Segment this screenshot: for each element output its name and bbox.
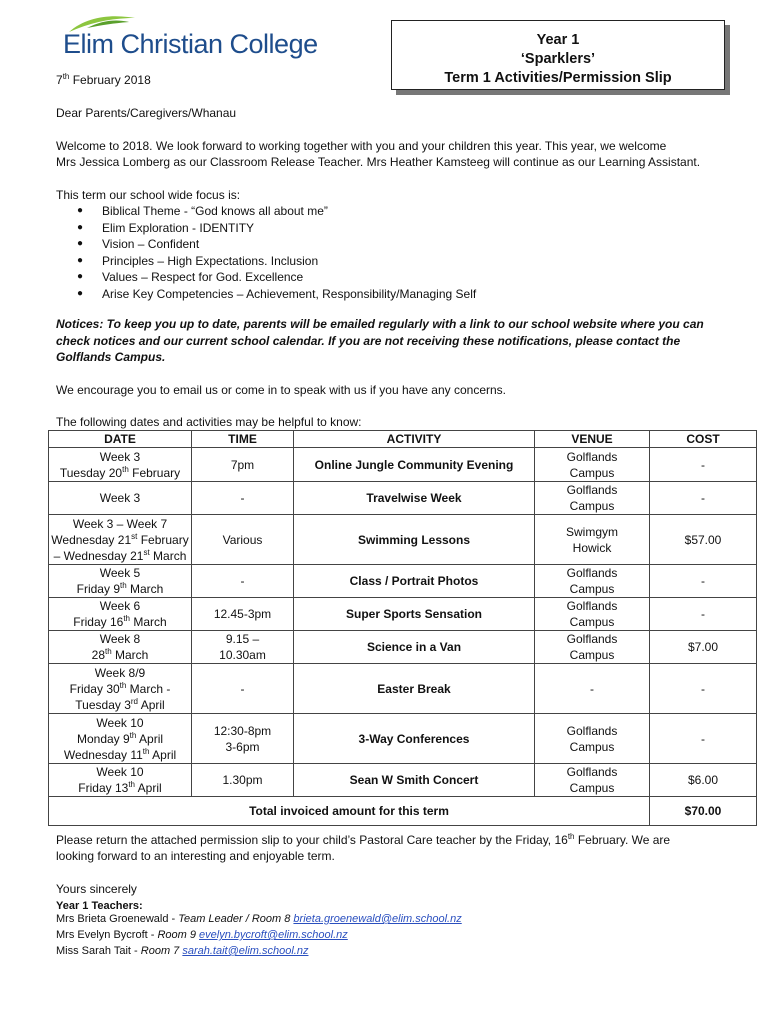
teacher-email-link[interactable]: brieta.groenewald@elim.school.nz: [293, 913, 462, 925]
title-line-2: ‘Sparklers’: [520, 51, 596, 67]
school-logo: [57, 14, 337, 70]
dates-intro: The following dates and activities may be helpful to know:: [56, 415, 362, 429]
table-row: [49, 631, 757, 664]
venue-cell: Golflands Campus: [535, 714, 650, 764]
list-item: ● Arise Key Competencies – Achievement, Responsibility/Managing Self: [56, 286, 476, 303]
cost-cell: $7.00: [650, 631, 757, 664]
cost-cell: -: [650, 448, 757, 482]
teacher-name: Miss Sarah Tait -: [56, 945, 141, 957]
list-item: ● Vision – Confident: [56, 236, 476, 253]
welcome-line-1: Welcome to 2018. We look forward to working together with you and your children this year. This year, we welcome: [56, 139, 667, 153]
focus-intro: This term our school wide focus is:: [56, 188, 241, 202]
notice-paragraph: Notices: To keep you up to date, parents will be emailed regularly with a link to our school website where you can check notices and our current school calendar. If you are not receiving these notifications, please contact the Golflands Campus.: [56, 317, 704, 364]
venue-cell: Golflands Campus: [535, 482, 650, 515]
focus-list: [56, 203, 476, 302]
title-line-1: Year 1: [536, 32, 580, 48]
cost-cell: -: [650, 598, 757, 631]
date-cell: Week 8/9 Friday 30th March - Tuesday 3rd April: [49, 664, 192, 714]
activity-cell: Science in a Van: [294, 631, 535, 664]
activities-table: [48, 430, 757, 826]
teacher-role: Room 7: [140, 945, 183, 957]
time-cell: 12:30-8pm 3-6pm: [192, 714, 294, 764]
date-cell: Week 3 – Week 7 Wednesday 21st February – Wednesday 21st March: [49, 515, 192, 565]
title-line-3: Term 1 Activities/Permission Slip: [444, 70, 672, 86]
total-value: $70.00: [650, 797, 757, 826]
table-row: [49, 598, 757, 631]
venue-cell: Swimgym Howick: [535, 515, 650, 565]
total-row: [49, 797, 757, 826]
date-cell: Week 6 Friday 16th March: [49, 598, 192, 631]
activity-cell: Swimming Lessons: [294, 515, 535, 565]
total-label: Total invoiced amount for this term: [49, 797, 650, 826]
time-cell: 9.15 – 10.30am: [192, 631, 294, 664]
activity-cell: Travelwise Week: [294, 482, 535, 515]
header-venue: VENUE: [535, 431, 650, 448]
venue-cell: Golflands Campus: [535, 631, 650, 664]
welcome-line-2: Mrs Jessica Lomberg as our Classroom Release Teacher. Mrs Heather Kamsteeg will continue as our Learning Assistant.: [56, 155, 701, 169]
table-row: [49, 714, 757, 764]
date-cell: Week 3: [49, 482, 192, 515]
greeting: Dear Parents/Caregivers/Whanau: [56, 106, 237, 120]
cost-cell: -: [650, 664, 757, 714]
time-cell: 12.45-3pm: [192, 598, 294, 631]
venue-cell: -: [535, 664, 650, 714]
header-activity: ACTIVITY: [294, 431, 535, 448]
time-cell: -: [192, 482, 294, 515]
teacher-list: [56, 911, 462, 959]
table-row: [49, 565, 757, 598]
activity-cell: Class / Portrait Photos: [294, 565, 535, 598]
date-cell: Week 8 28th March: [49, 631, 192, 664]
teacher-role: Team Leader / Room 8: [178, 913, 294, 925]
activity-cell: Online Jungle Community Evening: [294, 448, 535, 482]
table-row: [49, 482, 757, 515]
activity-cell: Super Sports Sensation: [294, 598, 535, 631]
date-cell: Week 10 Friday 13th April: [49, 764, 192, 797]
cost-cell: -: [650, 565, 757, 598]
date-cell: Week 3 Tuesday 20th February: [49, 448, 192, 482]
table-row: [49, 448, 757, 482]
activity-cell: Easter Break: [294, 664, 535, 714]
teacher-line: [56, 911, 462, 927]
teacher-line: [56, 927, 462, 943]
time-cell: Various: [192, 515, 294, 565]
return-line-2: looking forward to an interesting and enjoyable term.: [56, 849, 335, 863]
teacher-email-link[interactable]: evelyn.bycroft@elim.school.nz: [199, 929, 348, 941]
header-cost: COST: [650, 431, 757, 448]
teacher-name: Mrs Evelyn Bycroft -: [56, 929, 158, 941]
time-cell: -: [192, 664, 294, 714]
time-cell: 1.30pm: [192, 764, 294, 797]
title-box: [391, 20, 725, 90]
cost-cell: $57.00: [650, 515, 757, 565]
cost-cell: -: [650, 482, 757, 515]
encourage-text: We encourage you to email us or come in to speak with us if you have any concerns.: [56, 383, 507, 397]
table-header-row: [49, 431, 757, 448]
table-row: [49, 664, 757, 714]
date-cell: Week 5 Friday 9th March: [49, 565, 192, 598]
venue-cell: Golflands Campus: [535, 565, 650, 598]
letter-date: 7th February 2018: [56, 72, 151, 87]
list-item: ● Elim Exploration - IDENTITY: [56, 220, 476, 237]
header-time: TIME: [192, 431, 294, 448]
list-item: ● Values – Respect for God. Excellence: [56, 269, 476, 286]
time-cell: 7pm: [192, 448, 294, 482]
date-cell: Week 10 Monday 9th April Wednesday 11th April: [49, 714, 192, 764]
logo-text: Elim Christian College: [63, 29, 318, 59]
activity-cell: Sean W Smith Concert: [294, 764, 535, 797]
list-item: ● Principles – High Expectations. Inclusion: [56, 253, 476, 270]
table-row: [49, 764, 757, 797]
time-cell: -: [192, 565, 294, 598]
table-row: [49, 515, 757, 565]
teachers-heading: Year 1 Teachers:: [56, 900, 143, 912]
header-date: DATE: [49, 431, 192, 448]
activity-cell: 3-Way Conferences: [294, 714, 535, 764]
sign-off: Yours sincerely: [56, 882, 137, 896]
return-line-1: Please return the attached permission slip to your child’s Pastoral Care teacher by the Friday, 16th February. We are: [56, 832, 671, 847]
list-item: ● Biblical Theme - “God knows all about me”: [56, 203, 476, 220]
teacher-name: Mrs Brieta Groenewald -: [56, 913, 179, 925]
teacher-email-link[interactable]: sarah.tait@elim.school.nz: [182, 945, 309, 957]
venue-cell: Golflands Campus: [535, 448, 650, 482]
venue-cell: Golflands Campus: [535, 598, 650, 631]
teacher-role: Room 9: [157, 929, 200, 941]
venue-cell: Golflands Campus: [535, 764, 650, 797]
cost-cell: $6.00: [650, 764, 757, 797]
teacher-line: [56, 943, 462, 959]
cost-cell: -: [650, 714, 757, 764]
